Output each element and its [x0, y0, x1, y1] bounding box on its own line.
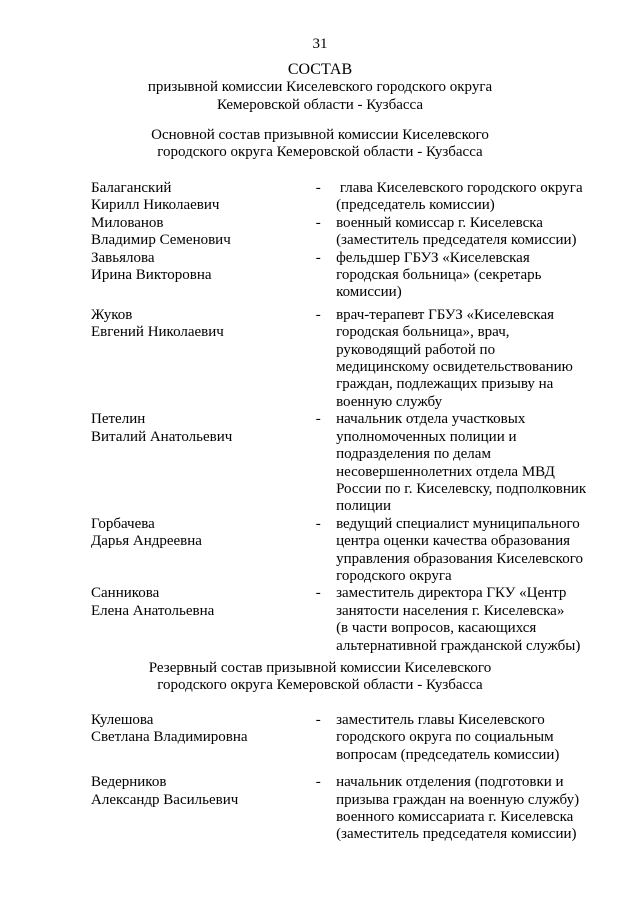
separator-dash: -: [315, 214, 321, 231]
reserve-members-list: [91, 712, 591, 844]
member-role: [336, 585, 591, 655]
role-line: ведущий специалист муниципального: [336, 515, 580, 532]
member-role: [336, 411, 591, 515]
role-line: подразделения по делам: [336, 446, 491, 463]
surname: Санникова: [91, 585, 160, 602]
member-row: [91, 516, 591, 586]
separator-dash: -: [315, 180, 321, 196]
member-row: [91, 180, 591, 215]
member-role: [336, 516, 591, 586]
surname: Ведерников: [91, 774, 167, 791]
separator-dash: -: [315, 515, 321, 532]
surname: Кулешова: [91, 712, 154, 728]
role-line: (в части вопросов, касающихся: [336, 620, 537, 637]
role-line: полиции: [336, 498, 391, 515]
surname: Жуков: [91, 306, 133, 323]
role-line: управления образования Киселевского: [336, 550, 583, 567]
role-line: (заместитель председателя комиссии): [336, 826, 577, 843]
heading-line: Основной состав призывной комиссии Киселевского: [151, 127, 489, 143]
member-role: [336, 250, 591, 302]
role-line: военного комиссариата г. Киселевска: [336, 809, 574, 826]
member-row: [91, 411, 591, 515]
given-names: Кирилл Николаевич: [91, 197, 220, 214]
role-line: призыва граждан на военную службу): [336, 791, 580, 808]
role-line: альтернативной гражданской службы): [336, 637, 581, 654]
reserve-section-heading: [0, 660, 640, 695]
member-name: [91, 712, 300, 764]
surname: Горбачева: [91, 515, 155, 532]
member-role: [336, 774, 591, 844]
role-line: начальник отделения (подготовки и: [336, 774, 564, 791]
member-name: [91, 516, 300, 586]
separator-dash: -: [315, 712, 321, 728]
member-name: [91, 180, 300, 215]
surname: Завьялова: [91, 249, 155, 266]
given-names: Александр Васильевич: [91, 791, 239, 808]
member-row: [91, 712, 591, 764]
separator-dash: -: [315, 306, 321, 323]
role-line: граждан, подлежащих призыву на: [336, 376, 554, 393]
member-row: [91, 215, 591, 250]
role-line: несовершеннолетних отдела МВД: [336, 463, 555, 480]
member-row: [91, 774, 591, 844]
heading-line: городского округа Кемеровской области - Кузбасса: [157, 144, 483, 161]
member-name: [91, 250, 300, 302]
role-line: вопросам (председатель комиссии): [336, 746, 560, 763]
role-line: руководящий работой по: [336, 341, 496, 358]
member-name: [91, 774, 300, 844]
role-line: России по г. Киселевску, подполковник: [336, 480, 587, 497]
role-line: занятости населения г. Киселевска»: [336, 602, 565, 619]
given-names: Елена Анатольевна: [91, 602, 215, 619]
role-line: городского округа: [336, 567, 452, 584]
given-names: Ирина Викторовна: [91, 267, 212, 284]
member-role: [336, 307, 591, 411]
main-members-list: [91, 180, 591, 655]
separator-dash: -: [315, 774, 321, 791]
member-row: [91, 585, 591, 655]
role-line: городская больница», врач,: [336, 324, 510, 341]
separator-dash: -: [315, 411, 321, 428]
document-subtitle-line: Кемеровской области - Кузбасса: [216, 96, 424, 113]
role-line: центра оценки качества образования: [336, 533, 571, 550]
role-line: врач-терапевт ГБУЗ «Киселевская: [336, 306, 555, 323]
heading-line: Резервный состав призывной комиссии Киселевского: [148, 660, 492, 676]
document-title-block: [0, 61, 640, 114]
role-line: комиссии): [336, 284, 402, 301]
member-name: [91, 307, 300, 411]
given-names: Виталий Анатольевич: [91, 428, 233, 445]
role-line: уполномоченных полиции и: [336, 428, 517, 445]
member-name: [91, 215, 300, 250]
member-role: [336, 180, 591, 215]
heading-line: городского округа Кемеровской области - Кузбасса: [157, 677, 483, 694]
role-line: заместитель главы Киселевского: [336, 712, 545, 728]
given-names: Евгений Николаевич: [91, 324, 224, 341]
given-names: Владимир Семенович: [91, 232, 231, 249]
member-name: [91, 585, 300, 655]
role-line: военную службу: [336, 393, 443, 410]
member-row: [91, 250, 591, 302]
main-section-heading: [0, 127, 640, 162]
given-names: Дарья Андреевна: [91, 533, 202, 550]
member-name: [91, 411, 300, 515]
role-line: заместитель директора ГКУ «Центр: [336, 585, 567, 602]
document-title: СОСТАВ: [287, 61, 353, 78]
separator-dash: -: [315, 249, 321, 266]
role-line: медицинскому освидетельствованию: [336, 359, 573, 376]
role-line: глава Киселевского городского округа: [336, 180, 583, 196]
role-line: начальник отдела участковых: [336, 411, 526, 428]
role-line: (председатель комиссии): [336, 197, 495, 214]
given-names: Светлана Владимировна: [91, 729, 248, 746]
role-line: фельдшер ГБУЗ «Киселевская: [336, 249, 530, 266]
role-line: (заместитель председателя комиссии): [336, 232, 577, 249]
document-subtitle-line: призывной комиссии Киселевского городского округа: [147, 79, 493, 96]
surname: Милованов: [91, 214, 164, 231]
role-line: военный комиссар г. Киселевска: [336, 214, 543, 231]
surname: Петелин: [91, 411, 146, 428]
member-row: [91, 307, 591, 411]
member-role: [336, 215, 591, 250]
page-number: 31: [312, 36, 328, 52]
separator-dash: -: [315, 585, 321, 602]
role-line: городского округа по социальным: [336, 729, 554, 746]
surname: Балаганский: [91, 180, 172, 196]
role-line: городская больница» (секретарь: [336, 267, 542, 284]
member-role: [336, 712, 591, 764]
